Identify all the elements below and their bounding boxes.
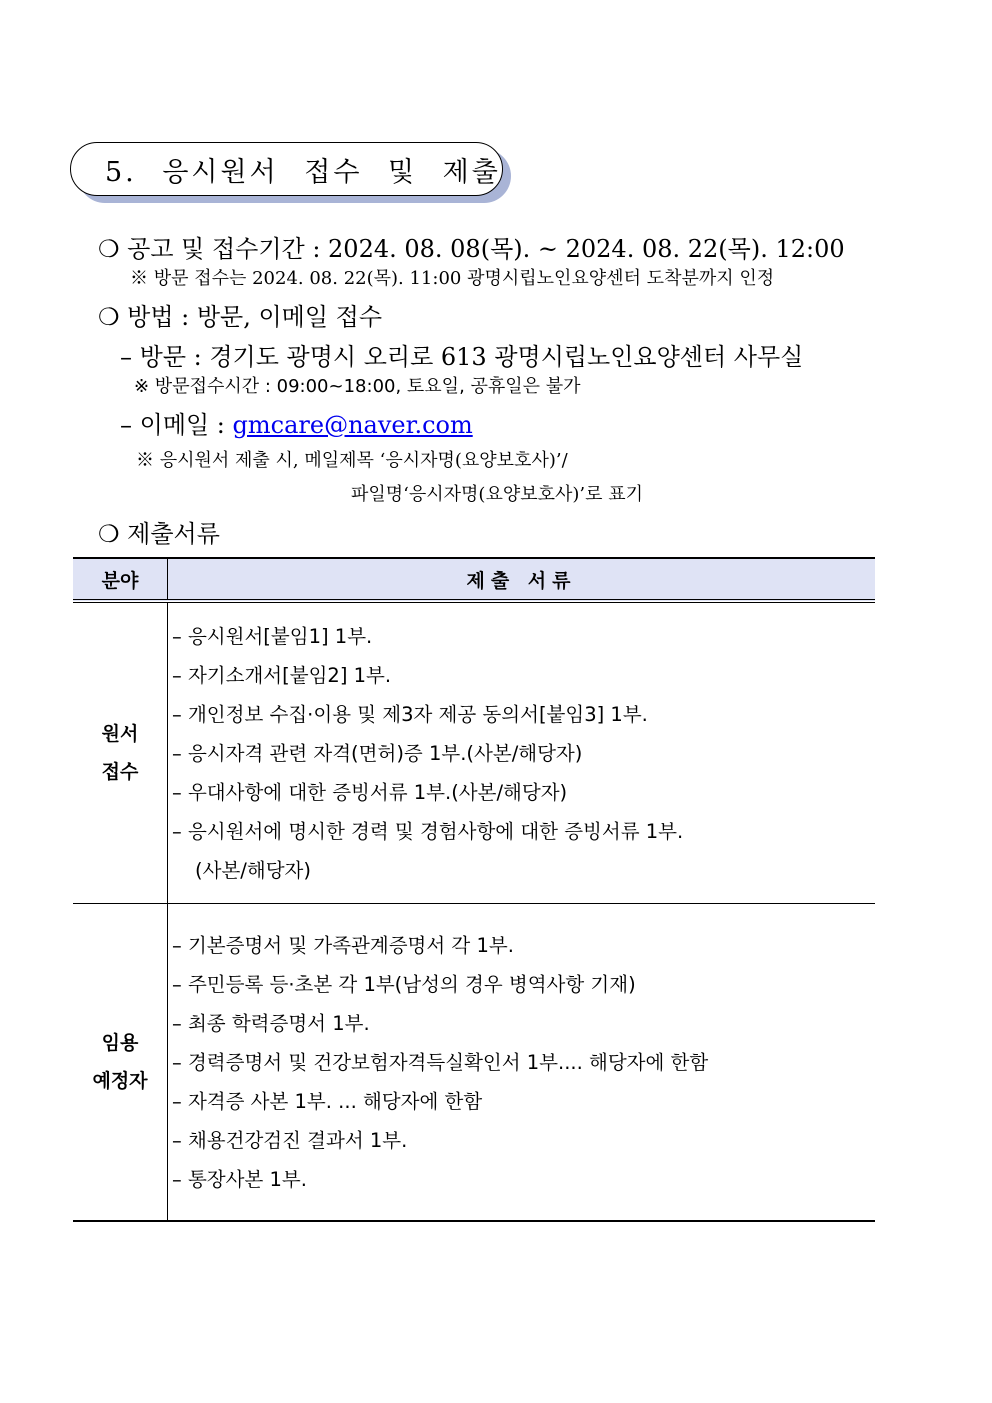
list-item: – 자격증 사본 1부. ... 해당자에 한함 [172, 1089, 483, 1113]
header-category: 분야 [73, 558, 168, 601]
email-link[interactable]: gmcare@naver.com [232, 411, 473, 439]
list-item: – 채용건강검진 결과서 1부. [172, 1128, 408, 1152]
visit-deadline-note: ※ 방문 접수는 2024. 08. 22(목). 11:00 광명시립노인요양센터 도착분까지 인정 [130, 268, 775, 289]
list-item: – 응시원서에 명시한 경력 및 경험사항에 대한 증빙서류 1부. [172, 819, 684, 843]
list-item: – 응시원서[붙임1] 1부. [172, 624, 373, 648]
section-title: 5. 응시원서 접수 및 제출 [70, 142, 503, 196]
documents-table [73, 557, 875, 1222]
application-period: ❍ 공고 및 접수기간 : 2024. 08. 08(목). ~ 2024. 08. 22(목). 12:00 [98, 235, 845, 263]
visit-hours-note: ※ 방문접수시간 : 09:00~18:00, 토요일, 공휴일은 불가 [134, 376, 581, 397]
list-item: – 우대사항에 대한 증빙서류 1부.(사본/해당자) [172, 780, 568, 804]
list-item: – 개인정보 수집·이용 및 제3자 제공 동의서[붙임3] 1부. [172, 702, 648, 726]
category-label-line2: 접수 [101, 761, 139, 783]
header-documents: 제출 서류 [168, 558, 876, 601]
email-note-line2: 파일명‘응시자명(요양보호사)’로 표기 [351, 484, 644, 505]
visit-address: – 방문 : 경기도 광명시 오리로 613 광명시립노인요양센터 사무실 [120, 343, 804, 371]
list-item: – 최종 학력증명서 1부. [172, 1011, 370, 1035]
list-item: – 응시자격 관련 자격(면허)증 1부.(사본/해당자) [172, 741, 583, 765]
application-method: ❍ 방법 : 방문, 이메일 접수 [98, 303, 383, 331]
documents-cell [168, 601, 876, 904]
category-label-line1: 원서 [101, 723, 139, 745]
list-item: (사본/해당자) [195, 858, 311, 882]
documents-heading: ❍ 제출서류 [98, 520, 220, 548]
email-method [120, 405, 473, 440]
email-label: – 이메일 : [120, 411, 233, 439]
category-label-line1: 임용 [101, 1032, 139, 1054]
table-row [73, 601, 875, 904]
list-item: – 자기소개서[붙임2] 1부. [172, 663, 392, 687]
category-label-line2: 예정자 [92, 1070, 148, 1092]
table-row [73, 904, 875, 1222]
list-item: – 주민등록 등·초본 각 1부(남성의 경우 병역사항 기재) [172, 972, 636, 996]
category-cell [73, 904, 168, 1222]
list-item: – 기본증명서 및 가족관계증명서 각 1부. [172, 933, 514, 957]
documents-cell [168, 904, 876, 1222]
category-cell [73, 601, 168, 904]
list-item: – 통장사본 1부. [172, 1167, 307, 1191]
table-header-row [73, 558, 875, 601]
email-note-line1: ※ 응시원서 제출 시, 메일제목 ‘응시자명(요양보호사)’/ [136, 450, 568, 471]
list-item: – 경력증명서 및 건강보험자격득실확인서 1부.... 해당자에 한함 [172, 1050, 709, 1074]
